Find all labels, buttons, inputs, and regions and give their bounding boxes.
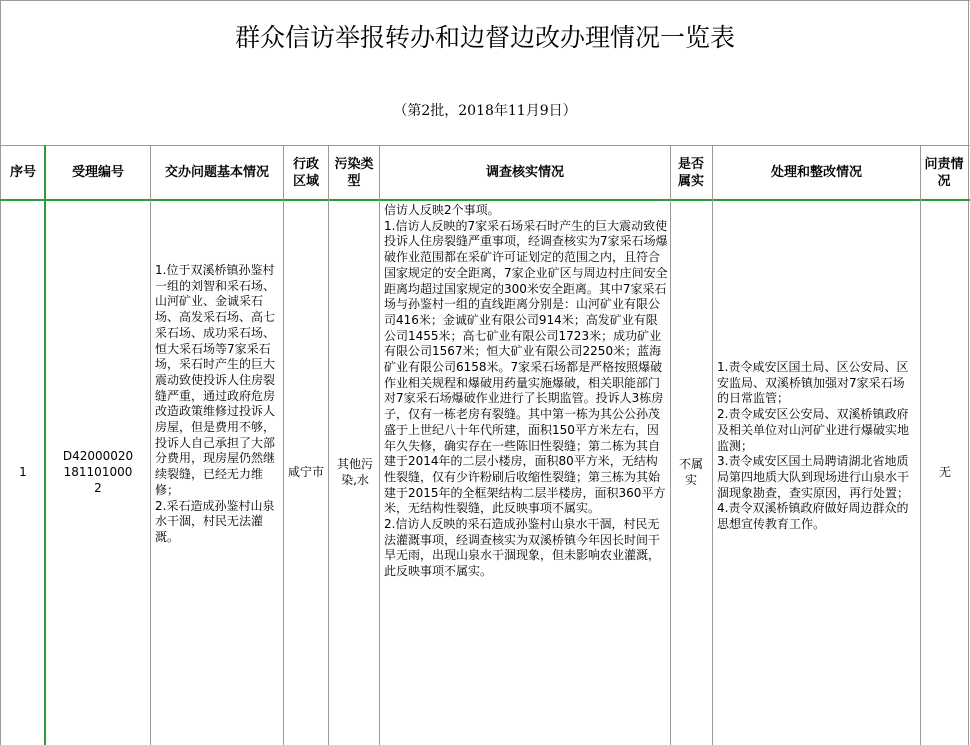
col-divider-8 (920, 145, 921, 745)
col-divider-6 (670, 145, 671, 745)
row-accountability: 无 (938, 465, 951, 480)
row-verified: 不属实 (678, 457, 703, 487)
header-case-number: 受理编号 (71, 165, 124, 180)
header-region: 行政区域 (292, 156, 319, 189)
row-pollution-type: 其他污染,水 (336, 457, 373, 487)
col-divider-7 (712, 145, 713, 745)
header-problem: 交办问题基本情况 (164, 165, 269, 180)
col-divider-2 (150, 145, 151, 745)
row-problem: 1.位于双溪桥镇孙鉴村一组的刘智和采石场、山河矿业、金诚采石场、高发采石场、高七采石场、成功采石场、恒大采石场等7家采石场，采石时产生的巨大震动致使投诉人住房裂缝严重，通过政府危房改造政策维修过投诉人房屋，但是费用不够，投诉人自己承担了大部分费用，现房屋仍然继续裂缝，已经无力维修； 2.采石造成孙鉴村山泉水干涸，村民无法灌溉。 (155, 263, 276, 544)
page-subtitle: （第2批，2018年11月9日） (393, 103, 577, 119)
row-index: 1 (19, 465, 27, 480)
table-left-border (0, 0, 1, 745)
row-region: 咸宁市 (287, 465, 324, 480)
row-investigation: 信访人反映2个事项。 1.信访人反映的7家采石场采石时产生的巨大震动致使投诉人住房裂缝严重事项，经调查核实为7家采石场爆破作业范围都在采矿许可证划定的范围之内，且符合国家规定的安全距离，7家企业矿区与周边村庄间安全距离均超过国家规定的300米安全距离。其中7家采石场与孙鉴村一组的直线距离分别是：山河矿业有限公司416米；金诚矿业有限公司914米；高发矿业有限公司1455米；高七矿业有限公司1723米；成功矿业有限公司1567米；恒大矿业有限公司2250米；蓝海矿业有限公司6158米。7家采石场都是严格按照爆破作业相关规程和爆破用药量实施爆破，相关职能部门对7家采石场爆破作业进行了长期监管。投诉人3栋房子，仅有一栋老房有裂缝。其中第一栋为其公公孙茂盛于上世纪八十年代所建，面积150平方米左右，因年久失修，确实存在一些陈旧性裂缝；第二栋为其自建于2014年的二层小楼房，面积80平方米，无结构性裂缝，仅有少许粉刷后收缩性裂缝；第三栋为其始建于2015年的全框架结构二层半楼房，面积360平方米，无结构性裂缝，此反映事项不属实。 2.信访人反映的采石造成孙鉴村山泉水干涸，村民无法灌溉事项，经调查核实为双溪桥镇今年因长时间干旱无雨，出现山泉水干涸现象，但未影响农业灌溉，此反映事项不属实。 (384, 203, 668, 579)
header-verified: 是否属实 (677, 156, 704, 189)
row-case-number: D420000201811010002 (62, 449, 134, 495)
table-right-border (968, 0, 969, 745)
header-handling: 处理和整改情况 (770, 165, 862, 180)
header-bottom-line (0, 199, 970, 201)
col-divider-5 (379, 145, 380, 745)
header-accountability: 问责情况 (924, 156, 964, 189)
col-divider-3 (283, 145, 284, 745)
table-top-border (0, 0, 970, 1)
header-index: 序号 (9, 165, 36, 180)
page-title: 群众信访举报转办和边督边改办理情况一览表 (234, 23, 735, 52)
col-divider-1 (44, 145, 46, 745)
row-handling: 1.责令咸安区国土局、区公安局、区安监局、双溪桥镇加强对7家采石场的日常监管； 2.责令咸安区公安局、双溪桥镇政府及相关单位对山河矿业进行爆破实地监测； 3.责令咸安区国土局聘请湖北省地质局第四地质大队到现场进行山泉水干涸现象勘查，查实原因，再行处置； 4.责令双溪桥镇政府做好周边群众的思想宣传教育工作。 (717, 360, 910, 532)
header-investigation: 调查核实情况 (485, 165, 564, 180)
header-pollution-type: 污染类型 (334, 156, 374, 189)
col-divider-4 (328, 145, 329, 745)
